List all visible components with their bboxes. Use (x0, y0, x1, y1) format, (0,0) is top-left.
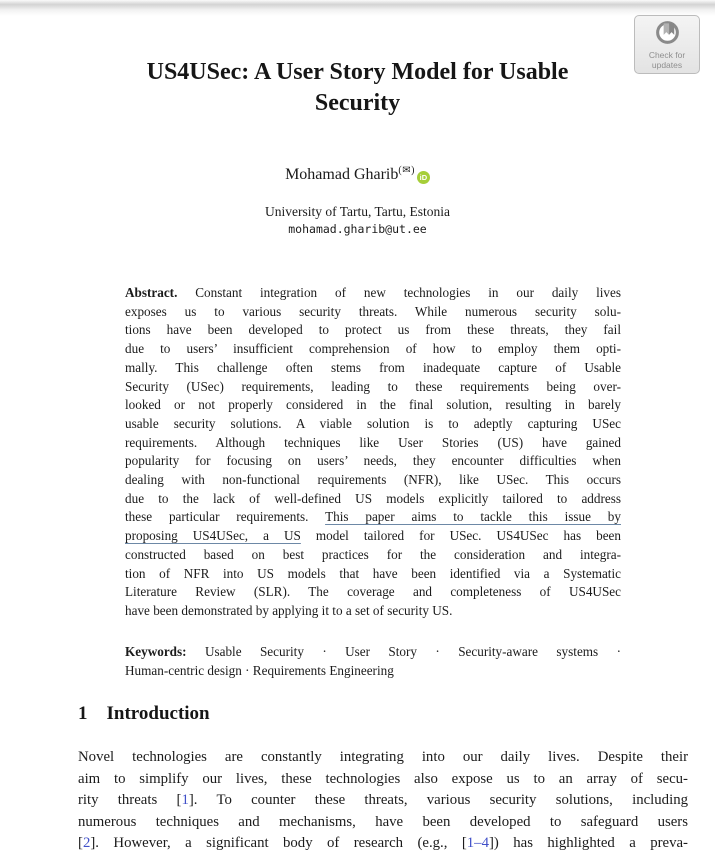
citation-link[interactable]: 2 (82, 835, 91, 851)
citation-link[interactable]: 1 (181, 792, 189, 808)
text-segment: constructed based on best practices for the consideration and integra- (125, 546, 621, 562)
text-segment: model tailored for USec. US4USec has been (300, 528, 622, 544)
text-segment: tions have been developed to protect us from these threats, they fail (125, 322, 621, 338)
abstract-line (125, 359, 621, 378)
badge-label-line1: Check for (648, 50, 686, 60)
orcid-icon[interactable]: iD (417, 171, 430, 184)
text-segment: aim to simplify our lives, these technologies also expose us to an array of secu- (78, 770, 688, 787)
section-title: Introduction (106, 703, 210, 724)
text-segment: due to the lack of well-defined US models explicitly tailored to address (125, 490, 621, 506)
text-segment: numerous techniques and mechanisms, have been developed to safeguard users (78, 813, 688, 830)
abstract-line (125, 321, 621, 340)
abstract-line (125, 490, 621, 509)
abstract-line (125, 434, 621, 453)
corresponding-author-envelope-icon[interactable]: (✉) (398, 165, 415, 176)
intro-line (78, 790, 688, 812)
text-segment: Security (USec) requirements, leading to these requirements being over- (125, 378, 621, 394)
abstract-line (125, 471, 621, 490)
abstract-line (125, 378, 621, 397)
abstract-line (125, 303, 621, 322)
intro-paragraph (78, 747, 688, 855)
abstract-line (125, 527, 621, 546)
citation-link[interactable]: 1–4 (466, 835, 489, 851)
abstract-line (125, 452, 621, 471)
abstract-line (125, 415, 621, 434)
text-segment: requirements. Although techniques like User Stories (US) have gained (125, 434, 621, 450)
text-segment: Novel technologies are constantly integrating into our daily lives. Despite their (78, 749, 688, 765)
text-segment: Human-centric design · Requirements Engineering (125, 663, 394, 678)
author-name: Mohamad Gharib (285, 166, 399, 183)
text-segment: usable security solutions. A viable solution is to adeptly capturing USec (125, 415, 621, 431)
author-email: mohamad.gharib@ut.ee (288, 222, 427, 236)
text-segment: Usable Security · User Story · Security-aware systems · (186, 644, 621, 659)
keywords-block (125, 642, 621, 680)
page-top-shadow (0, 0, 715, 16)
keywords-line (125, 642, 621, 661)
text-segment: Literature Review (SLR). The coverage and completeness of US4USec (125, 584, 621, 600)
abstract-line (125, 565, 621, 584)
paper-title-line1: US4USec: A User Story Model for Usable (146, 59, 569, 85)
abstract-line (125, 284, 621, 303)
text-segment: popularity for focusing on users’ needs, they encounter difficulties when (125, 453, 621, 469)
text-segment: ]. To counter these threats, various security solutions, including (188, 792, 688, 808)
text-segment: these particular requirements. (125, 509, 326, 525)
paper-title (0, 57, 715, 119)
text-segment: ]. However, a significant body of research (e.g., [ (90, 835, 467, 851)
abstract-line (125, 508, 621, 527)
crossmark-icon (654, 19, 681, 46)
text-segment: due to users’ insufficient comprehension of how to employ them opti- (125, 341, 621, 357)
text-segment: This paper aims to tackle this issue by (325, 509, 621, 525)
text-segment: Keywords: (125, 644, 187, 659)
text-segment: exposes us to various security threats. While numerous security solu- (125, 303, 621, 319)
text-segment: ]) has highlighted a preva- (488, 835, 688, 851)
badge-label-line2: updates (651, 59, 683, 70)
text-segment: dealing with non-functional requirements (NFR), like USec. This occurs (125, 472, 621, 488)
intro-line (78, 812, 688, 834)
text-segment: looked or not properly considered in the final solution, resulting in barely (125, 397, 621, 413)
text-segment: Constant integration of new technologies in our daily lives (177, 285, 621, 300)
keywords-line (125, 661, 621, 680)
paper-title-line2: Security (314, 90, 401, 116)
abstract-block (125, 284, 621, 621)
intro-line (78, 769, 688, 791)
text-segment: tion of NFR into US models that have been identified via a Systematic (125, 565, 621, 581)
text-segment: [ (78, 835, 83, 851)
abstract-line (125, 583, 621, 602)
section-number: 1 (78, 703, 88, 724)
abstract-line (125, 396, 621, 415)
abstract-line (125, 602, 621, 621)
text-segment: rity threats [ (78, 792, 182, 808)
text-segment: Abstract. (125, 285, 178, 300)
affiliation-text: University of Tartu, Tartu, Estonia (264, 204, 451, 219)
text-segment: have been demonstrated by applying it to a set of security US. (125, 602, 453, 618)
abstract-line (125, 546, 621, 565)
intro-line (78, 747, 688, 769)
abstract-line (125, 340, 621, 359)
section-heading (78, 703, 210, 725)
text-segment: mally. This challenge often stems from inadequate capture of Usable (125, 359, 621, 375)
author-line (0, 165, 715, 184)
text-segment: proposing US4USec, a US (125, 528, 301, 544)
intro-line (78, 833, 688, 855)
